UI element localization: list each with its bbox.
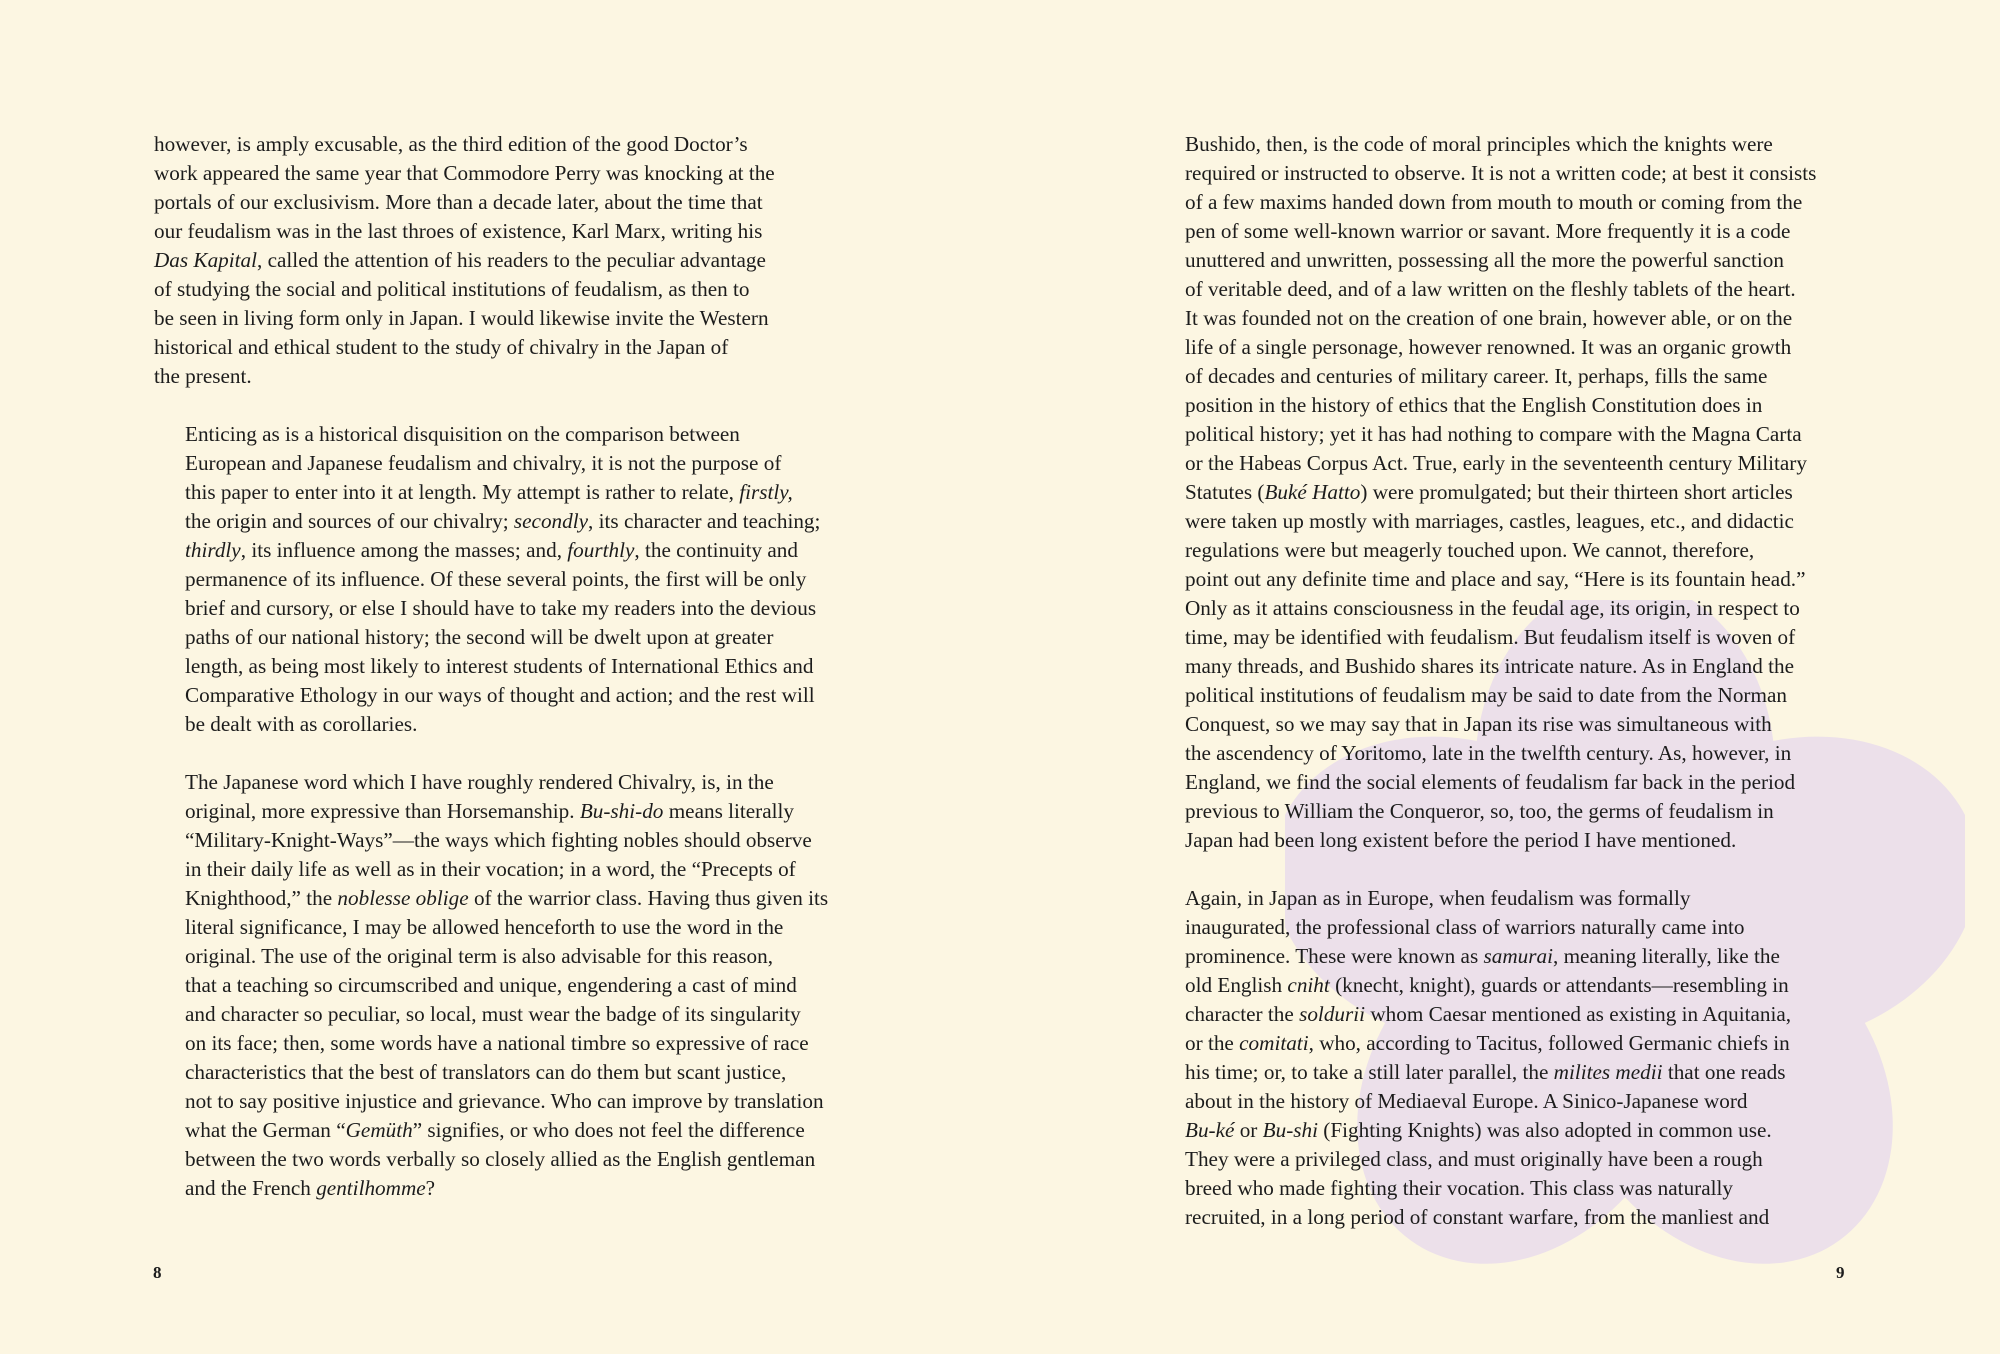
text-line [1154,942,1854,971]
italic-text: cniht [1287,973,1330,997]
text-line [1154,594,1854,623]
text-line [1154,913,1854,942]
text-run: literal significance, I may be allowed henceforth to use the word in the [185,915,784,939]
text-run: previous to William the Conqueror, so, too, the germs of feudalism in [1185,799,1774,823]
right-page [1000,0,2000,1354]
text-run: historical and ethical student to the study of chivalry in the Japan of [154,335,729,359]
text-run: means literally [663,799,795,823]
text-line [1154,246,1854,275]
text-run: “Military-Knight-Ways”—the ways which fighting nobles should observe [185,828,812,852]
text-line [1154,1145,1854,1174]
text-line [1154,623,1854,652]
text-run: many threads, and Bushido shares its intricate nature. As in England the [1185,654,1795,678]
text-line [1154,304,1854,333]
text-line [154,304,854,333]
text-line [154,942,854,971]
text-run: , called the attention of his readers to the peculiar advantage [257,248,766,272]
text-run: , its influence among the masses; and, [240,538,568,562]
text-line [1154,333,1854,362]
text-run: England, we find the social elements of feudalism far back in the period [1185,770,1796,794]
text-line [1154,536,1854,565]
text-run: portals of our exclusivism. More than a decade later, about the time that [154,190,763,214]
text-run: work appeared the same year that Commodore Perry was knocking at the [154,161,775,185]
text-run: about in the history of Mediaeval Europe. A Sinico-Japanese word [1185,1089,1748,1113]
text-run: his time; or, to take a still later parallel, the [1185,1060,1554,1084]
paragraph [1154,130,1854,855]
text-line [154,768,854,797]
text-run: the ascendency of Yoritomo, late in the twelfth century. As, however, in [1185,741,1792,765]
text-line [154,1029,854,1058]
paragraph [1154,884,1854,1232]
text-run: our feudalism was in the last throes of existence, Karl Marx, writing his [154,219,763,243]
text-line [1154,1174,1854,1203]
text-line [1154,768,1854,797]
text-line [154,652,854,681]
text-line [154,420,854,449]
text-run: be seen in living form only in Japan. I would likewise invite the Western [154,306,769,330]
text-run: pen of some well-known warrior or savant. More frequently it is a code [1185,219,1791,243]
text-run: (knecht, knight), guards or attendants—resembling in [1329,973,1789,997]
text-run: and character so peculiar, so local, must wear the badge of its singularity [185,1002,801,1026]
text-line [154,913,854,942]
text-run: Knighthood,” the [185,886,338,910]
text-run: Statutes ( [1185,480,1265,504]
text-run: political institutions of feudalism may be said to date from the Norman [1185,683,1787,707]
text-line [1154,681,1854,710]
text-run: character the [1185,1002,1300,1026]
text-run: position in the history of ethics that the English Constitution does in [1185,393,1763,417]
text-run: that a teaching so circumscribed and unique, engendering a cast of mind [185,973,797,997]
paragraph [154,420,854,739]
text-run: Again, in Japan as in Europe, when feudalism was formally [1185,886,1691,910]
text-run: or [1234,1118,1263,1142]
text-run: of the warrior class. Having thus given its [468,886,829,910]
text-run: life of a single personage, however renowned. It was an organic growth [1185,335,1792,359]
italic-text: secondly [513,509,589,533]
text-run: , who, according to Tacitus, followed Germanic chiefs in [1308,1031,1790,1055]
italic-text: fourthly [567,538,635,562]
text-line [154,159,854,188]
text-run: Bushido, then, is the code of moral principles which the knights were [1185,132,1773,156]
text-line [1154,1000,1854,1029]
text-line [1154,652,1854,681]
text-run: original. The use of the original term is also advisable for this reason, [185,944,774,968]
text-run: ” signifies, or who does not feel the difference [412,1118,805,1142]
text-run: , the continuity and [634,538,798,562]
text-run: original, more expressive than Horsemanship. [185,799,580,823]
text-run: Japan had been long existent before the period I have mentioned. [1185,828,1737,852]
text-run: brief and cursory, or else I should have to take my readers into the devious [185,596,817,620]
text-run: what the German “ [185,1118,346,1142]
italic-text: thirdly [185,538,241,562]
text-line [1154,362,1854,391]
text-line [1154,1203,1854,1232]
text-line [154,130,854,159]
text-run: Enticing as is a historical disquisition on the comparison between [185,422,740,446]
text-line [154,594,854,623]
page-number-left: 8 [153,1263,162,1282]
text-line [1154,130,1854,159]
text-run: They were a privileged class, and must originally have been a rough [1185,1147,1763,1171]
italic-text: gentilhomme [316,1176,426,1200]
text-run: of decades and centuries of military career. It, perhaps, fills the same [1185,364,1768,388]
text-run: be dealt with as corollaries. [185,712,418,736]
text-run: characteristics that the best of translators can do them but scant justice, [185,1060,787,1084]
text-line [154,797,854,826]
text-run: ) were promulgated; but their thirteen short articles [1360,480,1793,504]
text-line [154,449,854,478]
text-line [1154,159,1854,188]
text-line [1154,739,1854,768]
italic-text: Buké Hatto [1264,480,1361,504]
text-line [1154,826,1854,855]
text-run: and the French [185,1176,317,1200]
text-run: point out any definite time and place and say, “Here is its fountain head.” [1185,567,1806,591]
text-line [1154,971,1854,1000]
text-line [154,1000,854,1029]
text-line [1154,449,1854,478]
text-run: that one reads [1662,1060,1786,1084]
paragraph [154,768,854,1203]
text-line [154,188,854,217]
text-line [154,565,854,594]
text-run: required or instructed to observe. It is not a written code; at best it consists [1185,161,1817,185]
text-line [154,855,854,884]
right-page-body [1154,130,1854,1232]
text-line [154,246,854,275]
text-run: Conquest, so we may say that in Japan its rise was simultaneous with [1185,712,1772,736]
text-line [1154,391,1854,420]
text-line [154,1174,854,1203]
text-run: Only as it attains consciousness in the feudal age, its origin, in respect to [1185,596,1800,620]
italic-text: Gemüth [345,1118,413,1142]
text-run: of a few maxims handed down from mouth to mouth or coming from the [1185,190,1803,214]
text-run: between the two words verbally so closely allied as the English gentleman [185,1147,816,1171]
text-run: Comparative Ethology in our ways of thought and action; and the rest will [185,683,815,707]
text-run: whom Caesar mentioned as existing in Aquitania, [1365,1002,1792,1026]
text-line [154,478,854,507]
text-run: of studying the social and political institutions of feudalism, as then to [154,277,750,301]
text-line [1154,275,1854,304]
italic-text: noblesse oblige [337,886,469,910]
text-line [1154,507,1854,536]
text-run: , meaning literally, like the [1552,944,1780,968]
text-line [1154,1029,1854,1058]
text-run: the origin and sources of our chivalry; [185,509,514,533]
text-run: on its face; then, some words have a national timbre so expressive of race [185,1031,809,1055]
text-line [1154,797,1854,826]
text-line [1154,710,1854,739]
text-line [154,333,854,362]
text-run: permanence of its influence. Of these several points, the first will be only [185,567,807,591]
text-line [1154,1058,1854,1087]
text-line [1154,1116,1854,1145]
text-run: recruited, in a long period of constant warfare, from the manliest and [1185,1205,1770,1229]
text-run: political history; yet it has had nothing to compare with the Magna Carta [1185,422,1802,446]
text-line [154,971,854,1000]
text-run: breed who made fighting their vocation. This class was naturally [1185,1176,1733,1200]
text-run: regulations were but meagerly touched upon. We cannot, therefore, [1185,538,1755,562]
text-line [154,1058,854,1087]
italic-text: Bu-shi [1262,1118,1318,1142]
text-line [154,623,854,652]
text-run: not to say positive injustice and grievance. Who can improve by translation [185,1089,824,1113]
text-line [1154,565,1854,594]
text-run: the present. [154,364,252,388]
text-run: European and Japanese feudalism and chivalry, it is not the purpose of [185,451,782,475]
text-line [154,217,854,246]
italic-text: comitati [1239,1031,1309,1055]
text-line [154,1145,854,1174]
text-run: inaugurated, the professional class of warriors naturally came into [1185,915,1745,939]
text-run: were taken up mostly with marriages, castles, leagues, etc., and didactic [1185,509,1794,533]
page-number-right: 9 [1836,1263,1845,1282]
text-line [1154,1087,1854,1116]
text-run: It was founded not on the creation of one brain, however able, or on the [1185,306,1793,330]
text-run: or the Habeas Corpus Act. True, early in the seventeenth century Military [1185,451,1807,475]
text-run: in their daily life as well as in their vocation; in a word, the “Precepts of [185,857,796,881]
text-run: ? [425,1176,436,1200]
text-line [1154,217,1854,246]
text-run: (Fighting Knights) was also adopted in common use. [1317,1118,1772,1142]
text-line [154,826,854,855]
italic-text: soldurii [1299,1002,1366,1026]
text-run: this paper to enter into it at length. My attempt is rather to relate, [185,480,740,504]
paragraph [154,130,854,391]
text-run: , its character and teaching; [588,509,821,533]
text-run: unuttered and unwritten, possessing all the more the powerful sanction [1185,248,1784,272]
italic-text: Bu-shi-do [579,799,664,823]
text-line [154,710,854,739]
text-run: paths of our national history; the second will be dwelt upon at greater [185,625,774,649]
text-line [154,275,854,304]
text-line [1154,420,1854,449]
text-run: or the [1185,1031,1240,1055]
text-run: prominence. These were known as [1185,944,1484,968]
text-line [154,536,854,565]
text-line [154,362,854,391]
italic-text: milites medii [1553,1060,1663,1084]
text-line [1154,188,1854,217]
left-page-body [154,130,854,1203]
text-run: old English [1185,973,1288,997]
text-run: The Japanese word which I have roughly rendered Chivalry, is, in the [185,770,774,794]
text-line [154,884,854,913]
text-line [1154,884,1854,913]
text-line [154,681,854,710]
text-line [154,1087,854,1116]
italic-text: Bu-ké [1185,1118,1235,1142]
text-run: time, may be identified with feudalism. But feudalism itself is woven of [1185,625,1796,649]
text-line [1154,478,1854,507]
italic-text: samurai [1483,944,1553,968]
text-line [154,1116,854,1145]
italic-text: Das Kapital [154,248,258,272]
text-run: of veritable deed, and of a law written on the fleshly tablets of the heart. [1185,277,1796,301]
text-run: length, as being most likely to interest students of International Ethics and [185,654,814,678]
text-line [154,507,854,536]
italic-text: firstly, [739,480,793,504]
text-run: however, is amply excusable, as the third edition of the good Doctor’s [154,132,748,156]
